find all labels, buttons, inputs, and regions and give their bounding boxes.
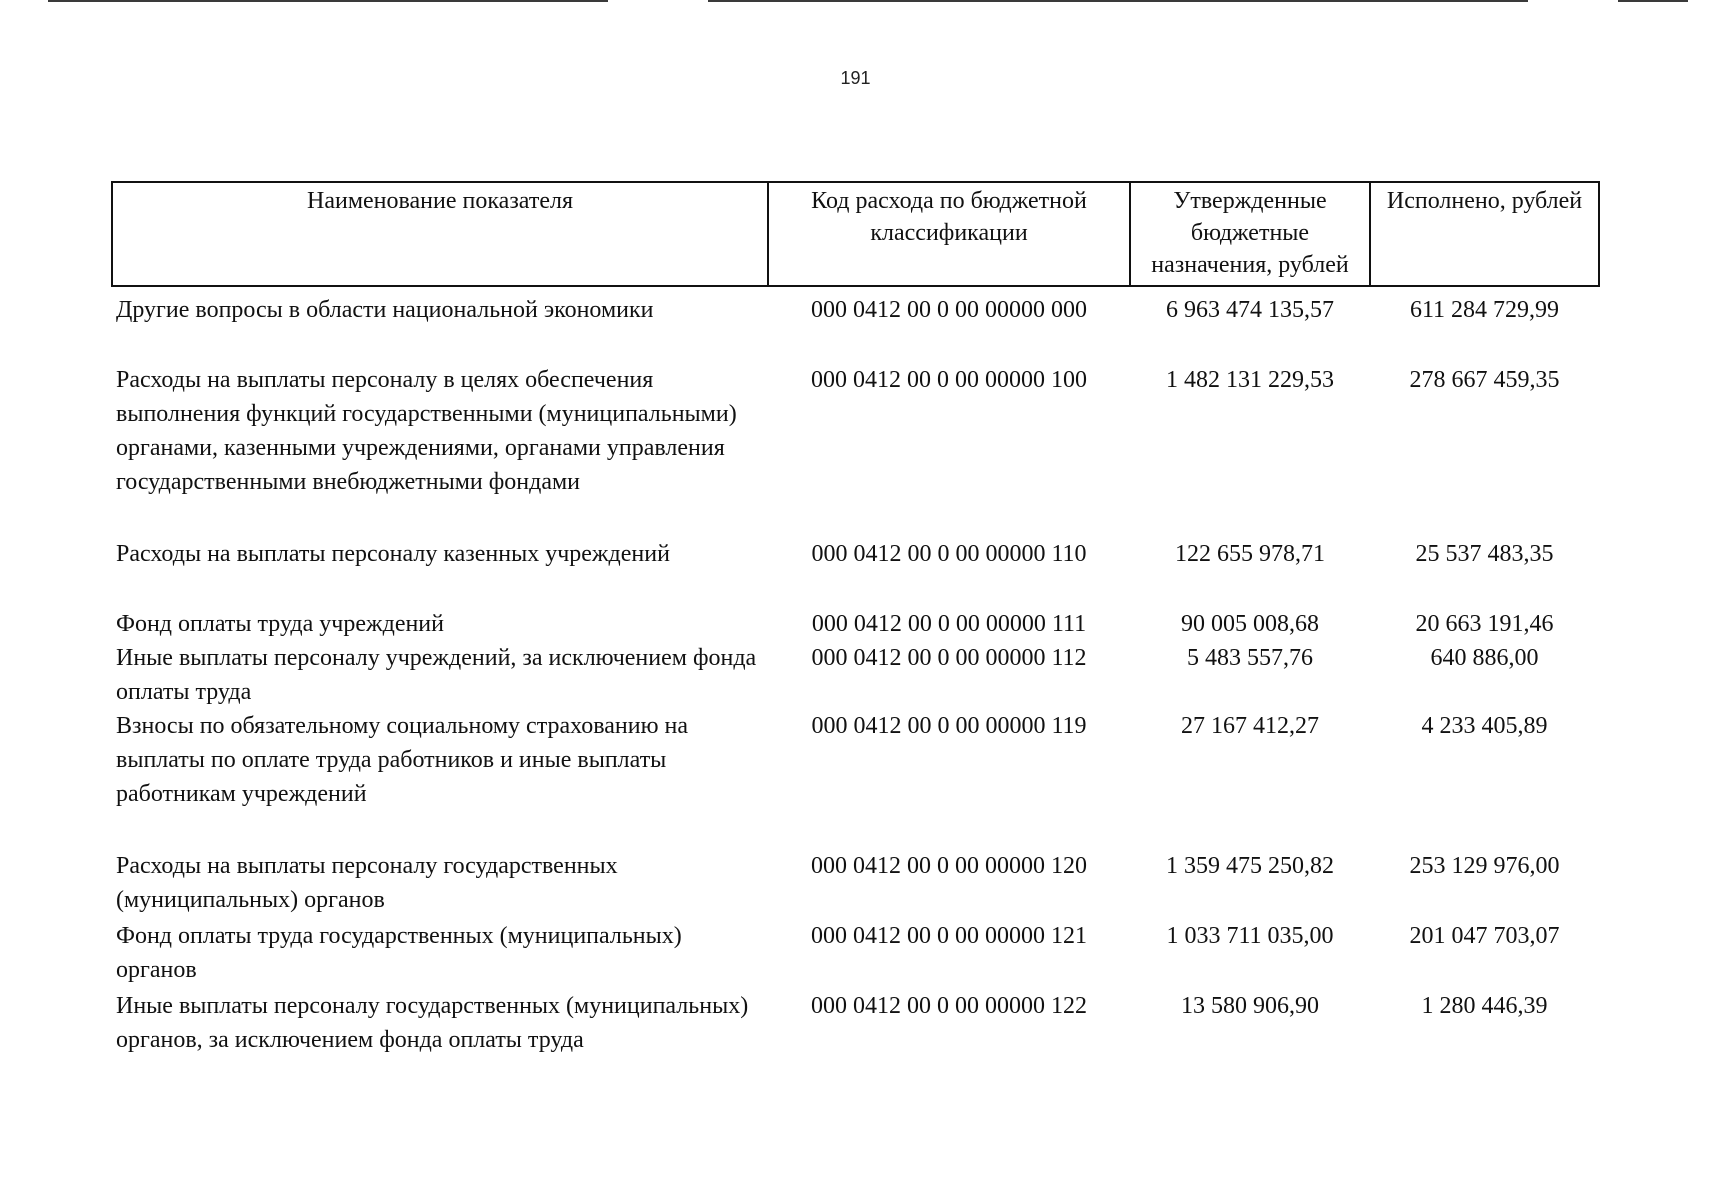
header-executed-amount: Исполнено, рублей xyxy=(1370,182,1599,286)
budget-execution-table xyxy=(111,181,1600,1093)
row-executed: 201 047 703,07 xyxy=(1409,923,1560,949)
row-approved: 122 655 978,71 xyxy=(1175,541,1325,567)
page-number: 191 xyxy=(840,68,871,88)
row-code: 000 0412 00 0 00 00000 120 xyxy=(811,853,1087,879)
row-code: 000 0412 00 0 00 00000 122 xyxy=(811,993,1087,1019)
row-name: Расходы на выплаты персоналу казенных учреждений xyxy=(116,541,670,567)
row-executed: 640 886,00 xyxy=(1430,645,1539,671)
table-row xyxy=(112,849,1599,919)
row-name: Иные выплаты персоналу учреждений, за исключением фонда оплаты труда xyxy=(116,645,757,705)
row-executed: 20 663 191,46 xyxy=(1415,611,1554,637)
row-executed: 278 667 459,35 xyxy=(1409,367,1560,393)
table-row xyxy=(112,709,1599,849)
row-approved: 1 482 131 229,53 xyxy=(1166,367,1334,393)
header-budget-code: Код расхода по бюджетной классификации xyxy=(768,182,1130,286)
row-executed: 253 129 976,00 xyxy=(1409,853,1560,879)
row-approved: 1 033 711 035,00 xyxy=(1166,923,1334,949)
row-code: 000 0412 00 0 00 00000 111 xyxy=(811,611,1087,637)
row-executed: 4 233 405,89 xyxy=(1421,713,1548,739)
row-approved: 1 359 475 250,82 xyxy=(1166,853,1334,879)
row-name: Взносы по обязательному социальному страхованию на выплаты по оплате труда работников и иные выплаты работникам учреждений xyxy=(116,713,689,807)
table-row xyxy=(112,919,1599,989)
row-code: 000 0412 00 0 00 00000 121 xyxy=(811,923,1087,949)
table-header-row xyxy=(112,182,1599,286)
row-executed: 1 280 446,39 xyxy=(1421,993,1548,1019)
row-name: Другие вопросы в области национальной экономики xyxy=(116,297,654,323)
row-name: Расходы на выплаты персоналу в целях обеспечения выполнения функций государственными (муниципальными) органами, казенными учреждениями, органами управления государственными внебюджетными фондами xyxy=(116,367,737,495)
header-indicator-name: Наименование показателя xyxy=(112,182,768,286)
scan-edge-line xyxy=(1618,0,1688,2)
table-row xyxy=(112,989,1599,1093)
row-name: Фонд оплаты труда учреждений xyxy=(116,611,444,637)
header-approved-amount: Утвержденные бюджетные назначения, рублей xyxy=(1130,182,1370,286)
row-approved: 27 167 412,27 xyxy=(1181,713,1319,739)
scan-edge-line xyxy=(48,0,608,2)
table-row xyxy=(112,641,1599,709)
row-name: Иные выплаты персоналу государственных (муниципальных) органов, за исключением фонда оплаты труда xyxy=(116,993,749,1053)
row-approved: 6 963 474 135,57 xyxy=(1166,297,1334,323)
scan-edge-line xyxy=(708,0,1528,2)
row-name: Расходы на выплаты персоналу государственных (муниципальных) органов xyxy=(116,853,618,913)
row-name: Фонд оплаты труда государственных (муниципальных) органов xyxy=(116,923,682,983)
table-row xyxy=(112,363,1599,537)
row-executed: 611 284 729,99 xyxy=(1409,297,1560,323)
row-code: 000 0412 00 0 00 00000 110 xyxy=(811,541,1087,567)
row-executed: 25 537 483,35 xyxy=(1415,541,1554,567)
table-row xyxy=(112,286,1599,363)
row-approved: 13 580 906,90 xyxy=(1181,993,1319,1019)
row-code: 000 0412 00 0 00 00000 000 xyxy=(811,297,1087,323)
row-code: 000 0412 00 0 00 00000 112 xyxy=(811,645,1087,671)
row-code: 000 0412 00 0 00 00000 100 xyxy=(811,367,1087,393)
table-row xyxy=(112,537,1599,607)
row-approved: 5 483 557,76 xyxy=(1187,645,1313,671)
row-code: 000 0412 00 0 00 00000 119 xyxy=(811,713,1087,739)
row-approved: 90 005 008,68 xyxy=(1181,611,1319,637)
table-row xyxy=(112,607,1599,641)
